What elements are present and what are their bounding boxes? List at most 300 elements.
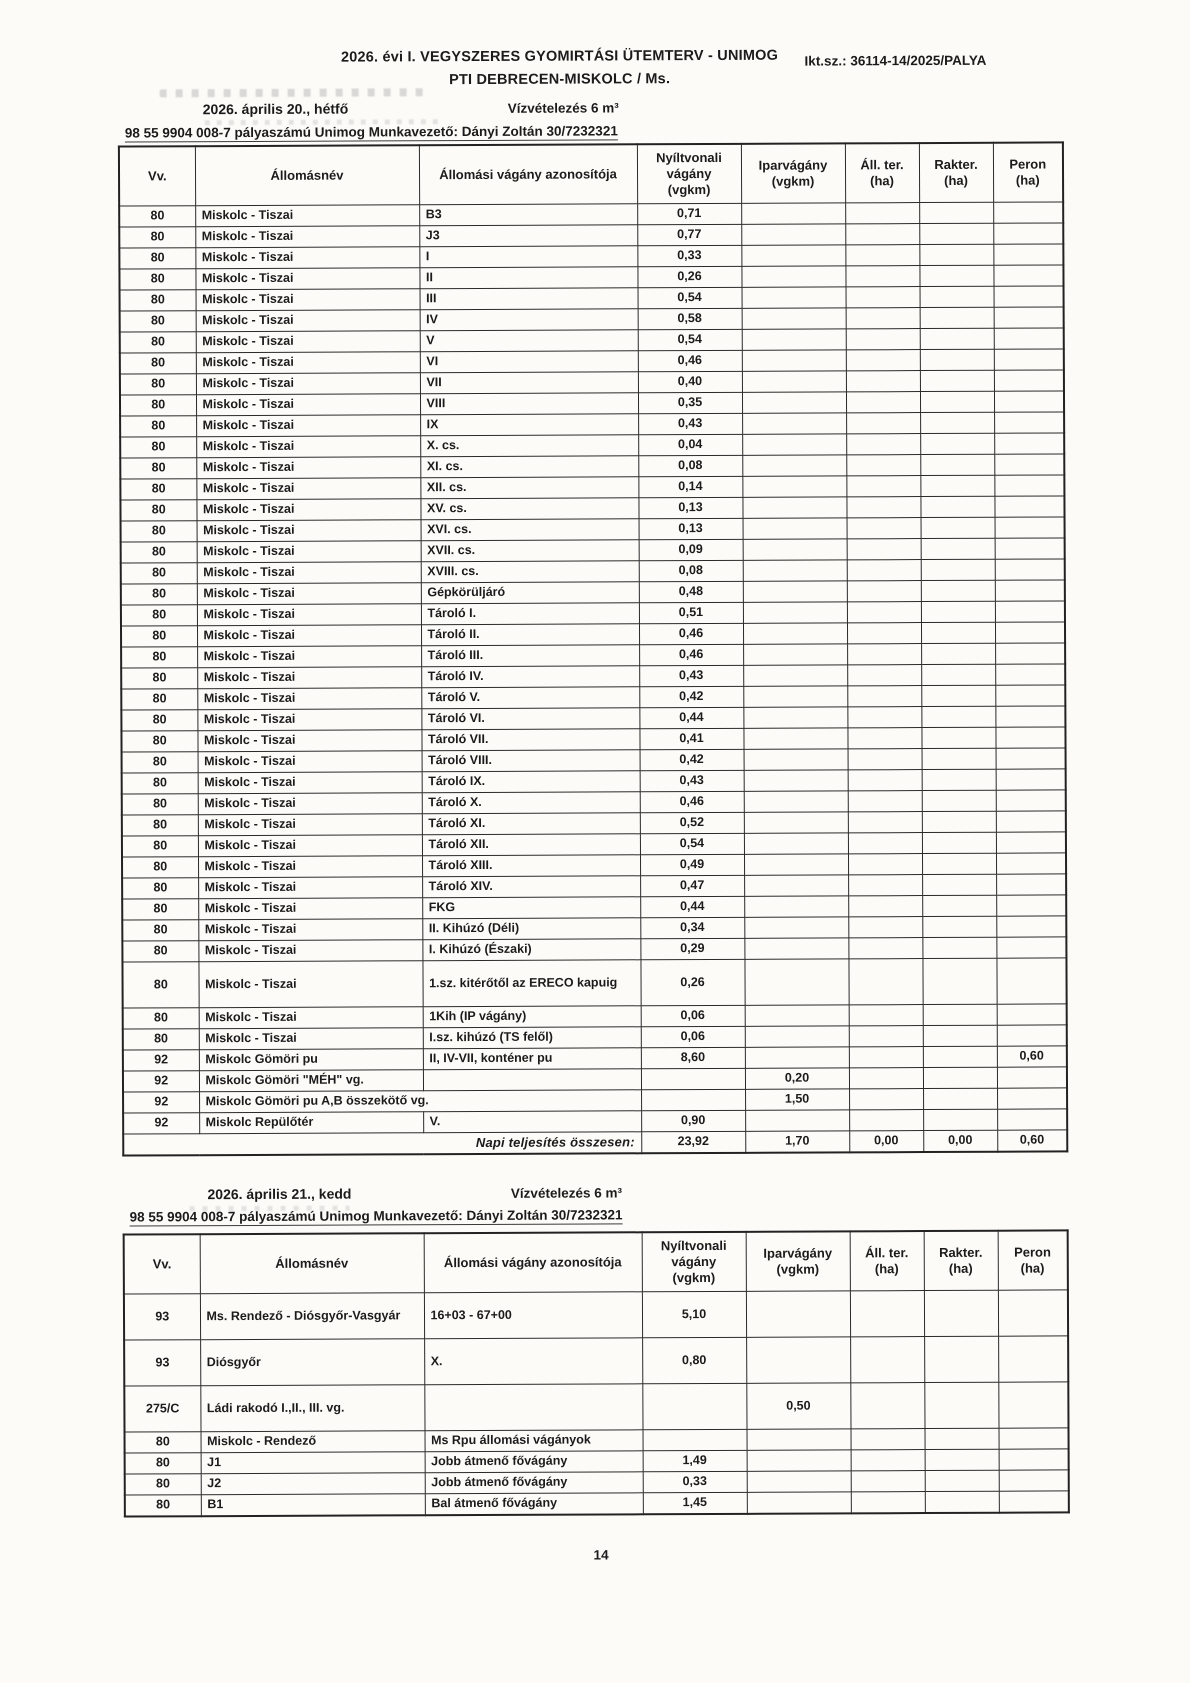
cell-loading-area — [921, 643, 995, 664]
cell-platform — [997, 1004, 1067, 1025]
cell-station: Miskolc Gömöri pu — [199, 1049, 423, 1071]
cell-open-line: 0,06 — [641, 1005, 745, 1026]
cell-loading-area — [924, 1290, 998, 1336]
cell-station-area — [848, 791, 922, 812]
cell-station: Miskolc - Tiszai — [198, 793, 422, 815]
cell-industrial — [742, 497, 846, 518]
cell-open-line: 0,46 — [640, 791, 744, 812]
cell-platform — [997, 1067, 1067, 1088]
cell-industrial — [742, 350, 846, 371]
cell-station-area — [846, 329, 920, 350]
cell-vv: 80 — [119, 206, 195, 227]
cell-industrial — [743, 728, 847, 749]
cell-station-area — [851, 1429, 925, 1450]
day1-total-label: Napi teljesítés összesen: — [123, 1132, 641, 1156]
cell-vv: 92 — [123, 1050, 199, 1071]
day2-water-note: Vízvételezés 6 m³ — [510, 1185, 623, 1201]
column-header-vv: Vv. — [119, 146, 195, 206]
cell-loading-area — [919, 265, 993, 286]
cell-station: Miskolc - Tiszai — [196, 457, 420, 479]
cell-platform — [995, 706, 1065, 727]
cell-vv: 80 — [119, 227, 195, 248]
cell-vv: 80 — [121, 563, 197, 584]
cell-station-area — [846, 287, 920, 308]
cell-vv: 80 — [121, 542, 197, 563]
cell-station-area — [847, 644, 921, 665]
cell-station-area — [848, 959, 922, 1005]
cell-vv: 80 — [120, 353, 196, 374]
cell-station: Miskolc - Tiszai — [197, 625, 421, 647]
cell-loading-area — [922, 916, 996, 937]
cell-track: I. Kihúzó (Északi) — [422, 939, 640, 961]
day1-total-loading-area: 0,00 — [923, 1130, 997, 1152]
cell-station-area — [845, 245, 919, 266]
column-header-track: Állomási vágány azonosítója — [424, 1232, 642, 1292]
cell-track: XI. cs. — [420, 456, 638, 478]
cell-industrial — [743, 686, 847, 707]
column-header-station-area: Áll. ter. (ha) — [845, 143, 919, 203]
cell-station-area — [845, 224, 919, 245]
cell-open-line: 0,33 — [637, 245, 741, 266]
cell-station-area — [848, 875, 922, 896]
cell-station-area — [846, 455, 920, 476]
cell-platform — [999, 1491, 1069, 1513]
cell-loading-area — [922, 748, 996, 769]
cell-platform — [996, 769, 1066, 790]
column-header-vv: Vv. — [124, 1234, 200, 1294]
cell-open-line: 1,49 — [643, 1450, 747, 1471]
cell-station-area — [848, 938, 922, 959]
cell-station-area — [847, 623, 921, 644]
cell-vv: 80 — [122, 773, 198, 794]
cell-industrial — [747, 1450, 851, 1471]
cell-platform — [996, 832, 1066, 853]
cell-open-line: 0,44 — [640, 896, 744, 917]
cell-loading-area — [923, 1109, 997, 1130]
cell-open-line: 0,43 — [640, 770, 744, 791]
cell-station: Miskolc Repülőtér — [199, 1112, 423, 1134]
cell-industrial — [744, 854, 848, 875]
table-row — [124, 1382, 1068, 1432]
cell-vv: 92 — [123, 1092, 199, 1113]
day2-schedule-table — [123, 1229, 1070, 1517]
cell-vv: 80 — [123, 1029, 199, 1050]
cell-station-area — [848, 917, 922, 938]
cell-station-area — [846, 371, 920, 392]
cell-loading-area — [923, 1025, 997, 1046]
cell-open-line: 0,43 — [638, 413, 742, 434]
cell-station-area — [849, 1005, 923, 1026]
cell-loading-area — [922, 832, 996, 853]
cell-vv: 80 — [122, 962, 198, 1008]
table-row — [125, 1491, 1069, 1517]
cell-industrial — [742, 476, 846, 497]
cell-station-area — [846, 413, 920, 434]
cell-loading-area — [919, 244, 993, 265]
cell-open-line: 0,26 — [640, 959, 744, 1005]
cell-loading-area — [922, 790, 996, 811]
cell-station-area — [849, 1089, 923, 1110]
cell-loading-area — [920, 370, 994, 391]
cell-open-line: 0,14 — [638, 476, 742, 497]
cell-vv: 80 — [121, 521, 197, 542]
cell-station-area — [848, 854, 922, 875]
cell-open-line: 0,54 — [640, 833, 744, 854]
cell-industrial — [744, 959, 848, 1005]
cell-open-line: 0,47 — [640, 875, 744, 896]
cell-industrial — [742, 329, 846, 350]
cell-station: Miskolc - Tiszai — [197, 709, 421, 731]
cell-industrial — [745, 1026, 849, 1047]
day1-water-note: Vízvételezés 6 m³ — [507, 100, 619, 116]
cell-station-area — [850, 1383, 924, 1429]
day1-total-platform: 0,60 — [997, 1130, 1067, 1152]
cell-station: Diósgyőr — [200, 1339, 424, 1386]
cell-vv: 92 — [123, 1071, 199, 1092]
cell-open-line: 0,29 — [640, 938, 744, 959]
cell-platform — [995, 517, 1065, 538]
cell-track: X. — [424, 1338, 642, 1385]
cell-industrial — [743, 539, 847, 560]
cell-open-line: 0,58 — [638, 308, 742, 329]
cell-open-line: 0,41 — [639, 728, 743, 749]
cell-track: XVIII. cs. — [421, 561, 639, 583]
cell-industrial — [744, 896, 848, 917]
cell-vv: 80 — [121, 605, 197, 626]
cell-loading-area — [921, 727, 995, 748]
column-header-platform: Peron (ha) — [993, 142, 1063, 202]
cell-open-line — [643, 1429, 747, 1450]
cell-platform — [995, 559, 1065, 580]
cell-loading-area — [922, 937, 996, 958]
cell-vv: 80 — [122, 836, 198, 857]
table-row — [124, 1290, 1068, 1340]
cell-station: Miskolc - Tiszai — [198, 856, 422, 878]
cell-platform — [995, 622, 1065, 643]
cell-industrial — [744, 875, 848, 896]
table-row — [122, 958, 1066, 1008]
cell-vv: 80 — [121, 584, 197, 605]
day1-heading — [125, 97, 1065, 119]
cell-station-area — [847, 560, 921, 581]
cell-industrial — [746, 1291, 850, 1337]
cell-loading-area — [922, 853, 996, 874]
cell-station-area — [849, 1110, 923, 1131]
table-row — [124, 1336, 1068, 1386]
cell-track: V — [420, 330, 638, 352]
cell-industrial — [743, 560, 847, 581]
cell-vv: 80 — [120, 374, 196, 395]
cell-track: 16+03 - 67+00 — [424, 1292, 642, 1339]
cell-track: 1Kih (IP vágány) — [423, 1006, 641, 1028]
cell-vv: 80 — [121, 731, 197, 752]
cell-industrial: 0,20 — [745, 1068, 849, 1089]
cell-station-area — [846, 308, 920, 329]
cell-station-area — [850, 1291, 924, 1337]
cell-track: Ms Rpu állomási vágányok — [425, 1430, 643, 1452]
cell-vv: 80 — [121, 710, 197, 731]
cell-open-line: 0,46 — [639, 623, 743, 644]
cell-industrial — [747, 1429, 851, 1450]
cell-track: III — [420, 288, 638, 310]
cell-loading-area — [922, 874, 996, 895]
cell-platform — [994, 391, 1064, 412]
cell-track: Tároló I. — [421, 603, 639, 625]
cell-loading-area — [924, 1382, 998, 1428]
cell-platform — [997, 1088, 1067, 1109]
cell-station: Miskolc - Tiszai — [198, 814, 422, 836]
cell-station: J1 — [201, 1452, 425, 1474]
cell-loading-area — [919, 223, 993, 244]
cell-track: VIII — [420, 393, 638, 415]
cell-station-area — [849, 1068, 923, 1089]
cell-track: IV — [420, 309, 638, 331]
cell-vv: 80 — [120, 416, 196, 437]
cell-station: Miskolc - Tiszai — [198, 835, 422, 857]
cell-vv: 80 — [121, 668, 197, 689]
cell-station: Miskolc - Tiszai — [198, 940, 422, 962]
cell-station: Miskolc - Rendező — [201, 1431, 425, 1453]
cell-station-area — [847, 518, 921, 539]
document-title-line2: PTI DEBRECEN-MISKOLC / Ms. — [449, 71, 671, 89]
cell-loading-area — [920, 454, 994, 475]
cell-open-line: 0,46 — [639, 644, 743, 665]
cell-platform — [999, 1428, 1069, 1449]
cell-station-area — [848, 770, 922, 791]
cell-loading-area — [923, 1088, 997, 1109]
cell-open-line: 0,34 — [640, 917, 744, 938]
cell-station-area — [849, 1047, 923, 1068]
cell-platform — [996, 853, 1066, 874]
cell-vv: 80 — [122, 794, 198, 815]
cell-loading-area — [921, 559, 995, 580]
cell-loading-area — [920, 412, 994, 433]
cell-station: Miskolc - Tiszai — [197, 562, 421, 584]
cell-station: Miskolc - Tiszai — [196, 499, 420, 521]
cell-vv: 80 — [122, 752, 198, 773]
cell-loading-area — [922, 895, 996, 916]
cell-loading-area — [921, 664, 995, 685]
cell-open-line — [641, 1089, 745, 1110]
cell-station: Miskolc - Tiszai — [197, 667, 421, 689]
cell-open-line: 0,90 — [641, 1110, 745, 1131]
cell-vv: 80 — [120, 332, 196, 353]
cell-station: Miskolc - Tiszai — [195, 226, 419, 248]
cell-station: Miskolc - Tiszai — [196, 289, 420, 311]
cell-loading-area — [920, 433, 994, 454]
cell-track — [423, 1069, 641, 1091]
cell-loading-area — [922, 958, 996, 1004]
cell-platform — [998, 1290, 1068, 1336]
cell-industrial — [741, 203, 845, 224]
cell-track: Tároló VII. — [421, 729, 639, 751]
cell-station: Miskolc - Tiszai — [196, 373, 420, 395]
column-header-industrial: Iparvágány (vgkm) — [741, 143, 845, 203]
cell-platform — [994, 370, 1064, 391]
cell-station: Ms. Rendező - Diósgyőr-Vasgyár — [200, 1293, 424, 1340]
cell-vv: 80 — [122, 857, 198, 878]
cell-track: 1.sz. kitérőtől az ERECO kapuig — [422, 960, 640, 1007]
cell-open-line: 0,40 — [638, 371, 742, 392]
reference-number: Ikt.sz.: 36114-14/2025/PALYA — [804, 52, 987, 69]
cell-vv: 93 — [124, 1294, 200, 1340]
cell-open-line: 0,33 — [643, 1471, 747, 1492]
cell-open-line: 8,60 — [641, 1047, 745, 1068]
cell-vv: 80 — [119, 248, 195, 269]
cell-station-area — [848, 896, 922, 917]
day1-total-station-area: 0,00 — [849, 1131, 923, 1153]
cell-station: Miskolc - Tiszai — [196, 331, 420, 353]
document-title-line1: 2026. évi I. VEGYSZERES GYOMIRTÁSI ÜTEMTERV - UNIMOG — [340, 47, 779, 66]
cell-open-line: 0,42 — [640, 749, 744, 770]
cell-station-area — [846, 434, 920, 455]
cell-industrial — [744, 791, 848, 812]
cell-station-area — [847, 728, 921, 749]
cell-track — [424, 1384, 642, 1431]
cell-station-area — [846, 497, 920, 518]
cell-open-line — [642, 1383, 746, 1429]
cell-track: Bal átmenő fővágány — [425, 1493, 643, 1515]
cell-station: Miskolc - Tiszai — [196, 478, 420, 500]
cell-vv: 80 — [120, 311, 196, 332]
cell-open-line: 0,77 — [637, 224, 741, 245]
cell-open-line: 0,04 — [638, 434, 742, 455]
cell-station: Miskolc - Tiszai — [195, 268, 419, 290]
day2-header-row — [124, 1230, 1068, 1294]
cell-station-area — [848, 749, 922, 770]
day2-table-body — [124, 1290, 1069, 1517]
cell-industrial — [746, 1337, 850, 1383]
cell-station-area — [846, 392, 920, 413]
cell-vv: 80 — [120, 458, 196, 479]
cell-track: Tároló VI. — [421, 708, 639, 730]
cell-platform — [994, 307, 1064, 328]
cell-loading-area — [924, 1336, 998, 1382]
cell-open-line: 5,10 — [642, 1291, 746, 1337]
cell-platform — [995, 580, 1065, 601]
cell-station-area — [847, 665, 921, 686]
cell-station: Miskolc - Tiszai — [197, 730, 421, 752]
day1-total-open-line: 23,92 — [641, 1131, 745, 1153]
cell-open-line: 0,06 — [641, 1026, 745, 1047]
cell-industrial — [744, 749, 848, 770]
cell-track: XV. cs. — [420, 498, 638, 520]
column-header-station: Állomásnév — [200, 1233, 424, 1293]
cell-loading-area — [925, 1428, 999, 1449]
cell-vv: 80 — [125, 1432, 201, 1453]
cell-vv: 92 — [123, 1113, 199, 1134]
cell-open-line: 0,52 — [640, 812, 744, 833]
cell-track: Jobb átmenő fővágány — [425, 1472, 643, 1494]
cell-industrial — [742, 455, 846, 476]
cell-open-line: 0,26 — [637, 266, 741, 287]
cell-station-area — [850, 1337, 924, 1383]
cell-loading-area — [921, 538, 995, 559]
cell-station: Miskolc - Tiszai — [196, 394, 420, 416]
cell-open-line: 0,13 — [638, 497, 742, 518]
cell-platform — [996, 937, 1066, 958]
cell-track: Tároló XI. — [422, 813, 640, 835]
cell-platform — [993, 265, 1063, 286]
cell-station: Miskolc - Tiszai — [199, 1007, 423, 1029]
cell-loading-area — [922, 769, 996, 790]
cell-station-area — [845, 266, 919, 287]
cell-industrial — [742, 413, 846, 434]
cell-station: Miskolc - Tiszai — [198, 877, 422, 899]
day2-vehicle-line: 98 55 9904 008-7 pályaszámú Unimog Munkavezető: Dányi Zoltán 30/7232321 — [129, 1207, 623, 1225]
cell-industrial — [744, 770, 848, 791]
cell-loading-area — [920, 286, 994, 307]
column-header-station: Állomásnév — [195, 145, 419, 205]
cell-station: J2 — [201, 1473, 425, 1495]
cell-station: Miskolc - Tiszai — [196, 415, 420, 437]
cell-open-line: 0,44 — [639, 707, 743, 728]
cell-industrial — [743, 707, 847, 728]
cell-station-area — [848, 812, 922, 833]
cell-track: I — [419, 246, 637, 268]
column-header-loading-area: Rakter. (ha) — [919, 143, 993, 203]
cell-platform — [994, 475, 1064, 496]
cell-platform — [996, 895, 1066, 916]
cell-station: Miskolc - Tiszai — [198, 772, 422, 794]
cell-platform — [996, 874, 1066, 895]
cell-open-line: 0,51 — [639, 602, 743, 623]
cell-industrial — [744, 938, 848, 959]
column-header-loading-area: Rakter. (ha) — [924, 1231, 998, 1291]
cell-loading-area — [920, 391, 994, 412]
cell-vv: 80 — [123, 1008, 199, 1029]
cell-station: B1 — [201, 1494, 425, 1516]
cell-track: Tároló V. — [421, 687, 639, 709]
cell-station-area — [851, 1471, 925, 1492]
cell-platform — [996, 748, 1066, 769]
cell-track: XVII. cs. — [421, 540, 639, 562]
cell-station: Miskolc - Tiszai — [197, 646, 421, 668]
cell-vv: 80 — [125, 1495, 201, 1517]
cell-station-area — [851, 1450, 925, 1471]
cell-industrial — [742, 392, 846, 413]
cell-industrial — [743, 623, 847, 644]
cell-station: Miskolc - Tiszai — [197, 520, 421, 542]
cell-platform — [998, 1336, 1068, 1382]
day1-total-industrial: 1,70 — [745, 1131, 849, 1153]
column-header-industrial: Iparvágány (vgkm) — [746, 1231, 850, 1291]
cell-station: Miskolc - Tiszai — [198, 751, 422, 773]
cell-open-line: 0,08 — [639, 560, 743, 581]
cell-loading-area — [920, 328, 994, 349]
cell-track: IX — [420, 414, 638, 436]
cell-station-area — [849, 1026, 923, 1047]
cell-vv: 80 — [120, 500, 196, 521]
cell-vv: 80 — [122, 920, 198, 941]
cell-platform — [994, 433, 1064, 454]
cell-industrial — [741, 266, 845, 287]
cell-loading-area — [921, 685, 995, 706]
cell-station: Miskolc - Tiszai — [197, 604, 421, 626]
cell-industrial — [742, 287, 846, 308]
cell-platform: 0,60 — [997, 1046, 1067, 1067]
cell-track: II. Kihúzó (Déli) — [422, 918, 640, 940]
page-number: 14 — [593, 1547, 609, 1563]
cell-vv: 80 — [122, 941, 198, 962]
cell-vv: 80 — [120, 437, 196, 458]
cell-platform — [995, 601, 1065, 622]
day2-heading — [129, 1182, 1069, 1204]
cell-track: Jobb átmenő fővágány — [425, 1451, 643, 1473]
cell-open-line: 0,43 — [639, 665, 743, 686]
cell-platform — [997, 1109, 1067, 1130]
cell-loading-area — [920, 349, 994, 370]
